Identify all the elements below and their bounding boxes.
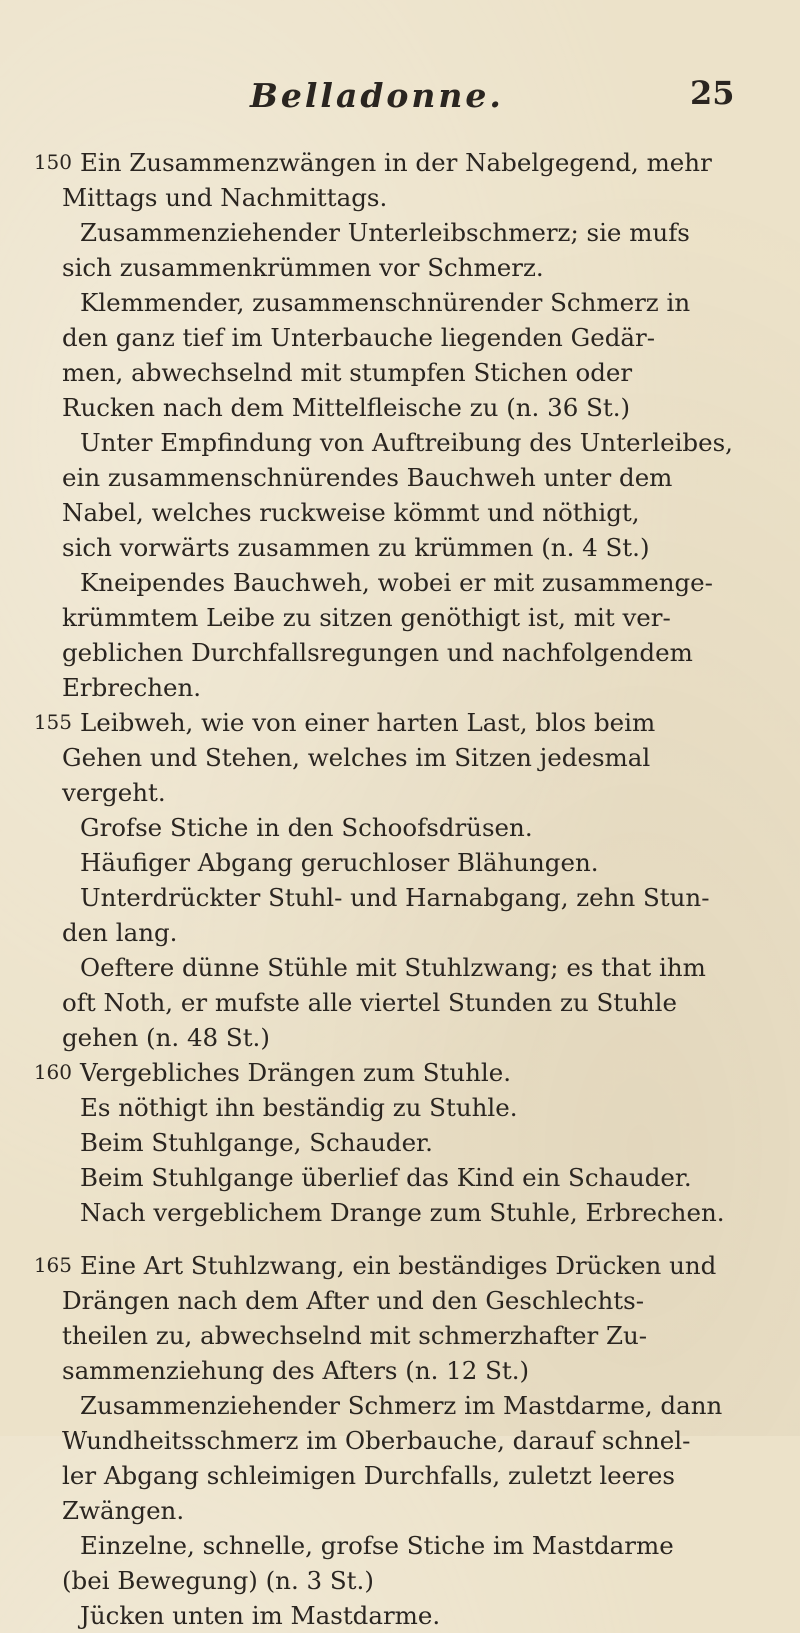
- page-header: [0, 66, 800, 126]
- text-line: Beim Stuhlgange, Schauder.: [80, 1128, 433, 1157]
- text-line: Nach vergeblichem Drange zum Stuhle, Erbrechen.: [80, 1198, 725, 1227]
- running-title: Belladonne.: [250, 76, 504, 115]
- text-line: sich zusammenkrümmen vor Schmerz.: [62, 253, 544, 282]
- text-line: sich vorwärts zusammen zu krümmen (n. 4 St.): [62, 533, 650, 562]
- text-line: men, abwechselnd mit stumpfen Stichen oder: [62, 358, 633, 387]
- line-number: 165: [33, 1253, 72, 1277]
- text-line: vergeht.: [62, 778, 166, 807]
- text-line: Mittags und Nachmittags.: [62, 183, 388, 212]
- text-line: 160 Vergebliches Drängen zum Stuhle.: [30, 1055, 790, 1090]
- text-line: Zusammenziehender Schmerz im Mastdarme, dann: [80, 1391, 723, 1420]
- page-number: 25: [690, 74, 735, 112]
- text-line: Kneipendes Bauchweh, wobei er mit zusammenge-: [80, 568, 713, 597]
- text-line: ler Abgang schleimigen Durchfalls, zuletzt leeres: [62, 1461, 675, 1490]
- text-line: Klemmender, zusammenschnürender Schmerz in: [80, 288, 691, 317]
- text-line: Häufiger Abgang geruchloser Blähungen.: [80, 848, 599, 877]
- text-line: Rucken nach dem Mittelfleische zu (n. 36 St.): [62, 393, 631, 422]
- text-line: Drängen nach dem After und den Geschlechts-: [62, 1286, 644, 1315]
- text-line: Unter Empfindung von Auftreibung des Unterleibes,: [80, 428, 733, 457]
- line-number: 160: [33, 1060, 72, 1084]
- text-line: den ganz tief im Unterbauche liegenden Gedär-: [62, 323, 655, 352]
- text-line: 150 Ein Zusammenzwängen in der Nabelgegend, mehr: [30, 145, 790, 180]
- text-line: krümmtem Leibe zu sitzen genöthigt ist, mit ver-: [62, 603, 671, 632]
- text-line: Gehen und Stehen, welches im Sitzen jedesmal: [62, 743, 651, 772]
- text-line: Oeftere dünne Stühle mit Stuhlzwang; es that ihm: [80, 953, 706, 982]
- text-line: Unterdrückter Stuhl- und Harnabgang, zehn Stun-: [80, 883, 710, 912]
- text-line: ein zusammenschnürendes Bauchweh unter dem: [62, 463, 673, 492]
- paragraph-gap: [30, 1230, 790, 1248]
- text-line: Beim Stuhlgange überlief das Kind ein Schauder.: [80, 1163, 692, 1192]
- text-line: Grofse Stiche in den Schoofsdrüsen.: [80, 813, 533, 842]
- line-number: 150: [33, 150, 72, 174]
- line-number: 155: [33, 710, 72, 734]
- text-line: Einzelne, schnelle, grofse Stiche im Mastdarme: [80, 1531, 674, 1560]
- text-line: 155 Leibweh, wie von einer harten Last, blos beim: [30, 705, 790, 740]
- text-line: sammenziehung des Afters (n. 12 St.): [62, 1356, 530, 1385]
- page-body: [30, 145, 790, 1633]
- text-line: Zwängen.: [62, 1496, 185, 1525]
- text-line: Nabel, welches ruckweise kömmt und nöthigt,: [62, 498, 640, 527]
- text-line: theilen zu, abwechselnd mit schmerzhafter Zu-: [62, 1321, 648, 1350]
- text-line: geblichen Durchfallsregungen und nachfolgendem: [62, 638, 693, 667]
- text-line: Es nöthigt ihn beständig zu Stuhle.: [80, 1093, 518, 1122]
- text-line: Zusammenziehender Unterleibschmerz; sie mufs: [80, 218, 690, 247]
- text-line: 165 Eine Art Stuhlzwang, ein beständiges Drücken und: [30, 1248, 790, 1283]
- text-line: Wundheitsschmerz im Oberbauche, darauf schnel-: [62, 1426, 691, 1455]
- text-line: gehen (n. 48 St.): [62, 1023, 270, 1052]
- text-line: den lang.: [62, 918, 178, 947]
- text-line: Erbrechen.: [62, 673, 202, 702]
- text-line: Jücken unten im Mastdarme.: [80, 1601, 441, 1630]
- text-line: oft Noth, er mufste alle viertel Stunden zu Stuhle: [62, 988, 677, 1017]
- text-line: (bei Bewegung) (n. 3 St.): [62, 1566, 374, 1595]
